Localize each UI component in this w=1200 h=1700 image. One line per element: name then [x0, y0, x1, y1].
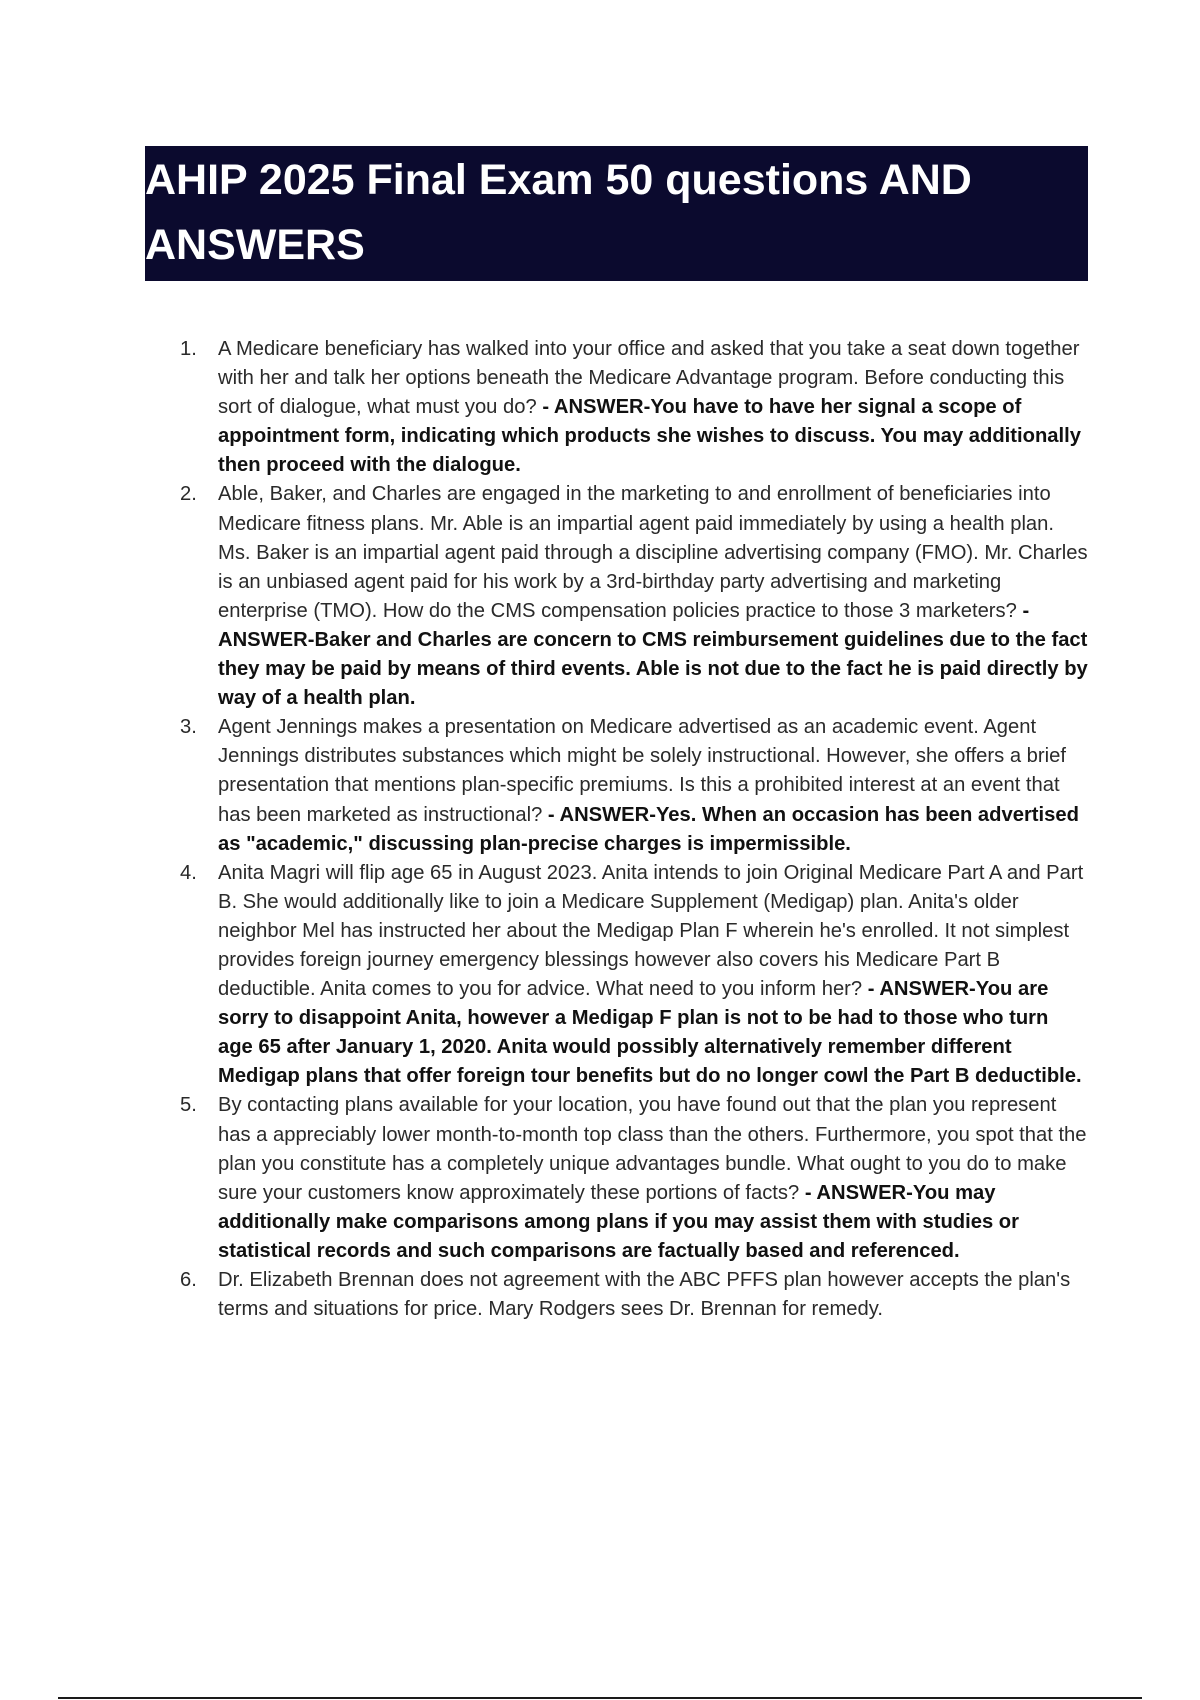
answer-text: - ANSWER-You may additionally make comparisons among plans if you may assist them with studies or statistical records and such comparisons are factually based and referenced.: [218, 1181, 1019, 1262]
question-text: By contacting plans available for your location, you have found out that the plan you represent has a appreciably lower month-to-month top class than the others. Furthermore, you spot that the plan you constitute has a completely unique advantages bundle. What ought to you do to make sure your customers know approximately these portions of facts?: [218, 1094, 1087, 1204]
answer-text: - ANSWER-You have to have her signal a scope of appointment form, indicating which products she wishes to discuss. You may additionally then proceed with the dialogue.: [218, 396, 1081, 477]
question-list: [180, 335, 1088, 1324]
question-number: 4.: [180, 861, 197, 884]
question-item-5: [180, 1091, 1088, 1266]
question-text: A Medicare beneficiary has walked into your office and asked that you take a seat down together with her and talk her options beneath the Medicare Advantage program. Before conducting this sort of dialogue, what must you do?: [218, 338, 1080, 419]
document-title: [145, 146, 1088, 278]
question-number: 5.: [180, 1094, 197, 1117]
question-text: Able, Baker, and Charles are engaged in the marketing to and enrollment of beneficiaries into Medicare fitness plans. Mr. Able is an impartial agent paid immediately by using a health plan. Ms. Baker is an impartial agent paid through a discipline advertising company (FMO). Mr. Charles is an unbiased agent paid for his work by a 3rd-birthday party advertising and marketing enterprise (TMO). How do the CMS compensation policies practice to those 3 marketers?: [218, 483, 1088, 622]
question-item-3: [180, 713, 1088, 858]
document-title-line1: AHIP 2025 Final Exam 50 questions AND: [145, 156, 972, 204]
answer-text: - ANSWER-Yes. When an occasion has been advertised as "academic," discussing plan-precise charges is impermissible.: [218, 803, 1079, 855]
question-item-4: [180, 859, 1088, 1092]
footer-divider: [58, 1697, 1142, 1699]
document-title-line2: ANSWERS: [145, 221, 365, 269]
question-item-6: [180, 1266, 1088, 1324]
question-number: 1.: [180, 338, 197, 360]
answer-text: - ANSWER-Baker and Charles are concern to CMS reimbursement guidelines due to the fact they may be paid by means of third events. Able is not due to the fact he is paid directly by way of a health plan.: [218, 599, 1088, 710]
question-text: Anita Magri will flip age 65 in August 2023. Anita intends to join Original Medicare Part A and Part B. She would additionally like to join a Medicare Supplement (Medigap) plan. Anita's older neighbor Mel has instructed her about the Medigap Plan F wherein he's enrolled. It not simplest provides foreign journey emergency blessings however also covers his Medicare Part B deductible. Anita comes to you for advice. What need to you inform her?: [218, 861, 1084, 1001]
question-number: 2.: [180, 483, 197, 506]
answer-text: - ANSWER-You are sorry to disappoint Anita, however a Medigap F plan is not to be had to those who turn age 65 after January 1, 2020. Anita would possibly alternatively remember different Medigap plans that offer foreign tour benefits but do no longer cowl the Part B deductible.: [218, 978, 1082, 1088]
question-text: Dr. Elizabeth Brennan does not agreement with the ABC PFFS plan however accepts the plan's terms and situations for price. Mary Rodgers sees Dr. Brennan for remedy.: [218, 1269, 1071, 1321]
question-number: 3.: [180, 716, 197, 739]
question-item-1: [180, 335, 1088, 480]
question-item-2: [180, 480, 1088, 713]
document-title-band: [145, 146, 1088, 281]
question-text: Agent Jennings makes a presentation on Medicare advertised as an academic event. Agent Jennings distributes substances which might be solely instructional. However, she offers a brief presentation that mentions plan-specific premiums. Is this a prohibited interest at an event that has been marketed as instructional?: [218, 716, 1066, 826]
question-number: 6.: [180, 1269, 197, 1291]
